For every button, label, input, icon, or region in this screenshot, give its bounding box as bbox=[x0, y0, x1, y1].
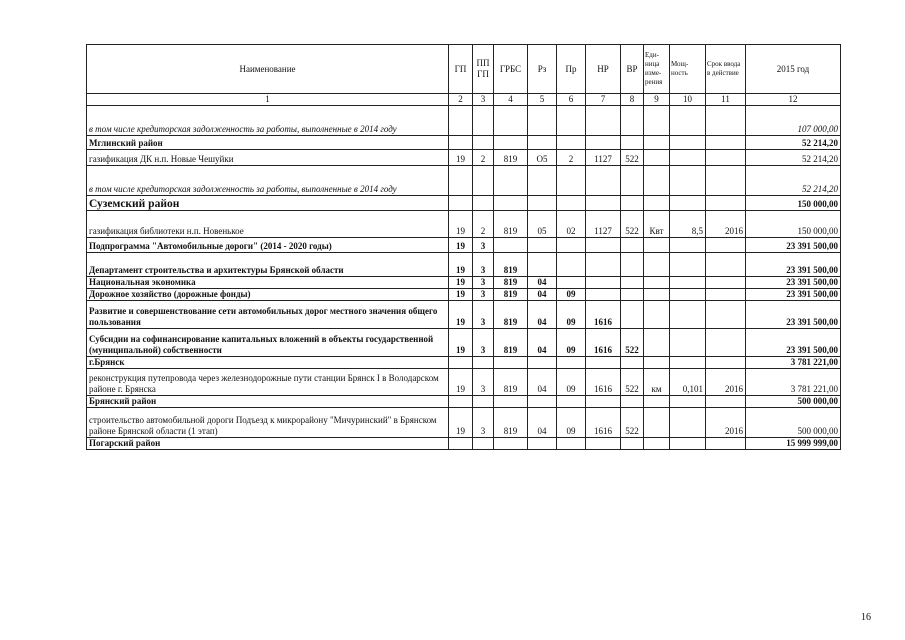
row-name: Дорожное хозяйство (дорожные фонды) bbox=[87, 289, 449, 301]
row-unit bbox=[644, 357, 670, 369]
table-row bbox=[87, 438, 841, 450]
col-number: 1 bbox=[87, 94, 449, 106]
row-unit bbox=[644, 238, 670, 253]
row-nr bbox=[586, 196, 621, 211]
row-rz bbox=[528, 238, 557, 253]
row-gp: 19 bbox=[449, 238, 473, 253]
row-name: строительство автомобильной дороги Подъезд к микрорайону "Мичуринский" в Брянском районе Брянской области (1 этап) bbox=[87, 408, 449, 438]
row-grbs: 819 bbox=[494, 301, 528, 329]
row-term bbox=[706, 329, 746, 357]
row-power bbox=[670, 408, 706, 438]
row-pr: 09 bbox=[557, 369, 586, 396]
row-vr bbox=[621, 196, 644, 211]
row-term: 2016 bbox=[706, 211, 746, 238]
row-gp: 19 bbox=[449, 301, 473, 329]
row-amount: 107 000,00 bbox=[746, 106, 841, 136]
col-number: 12 bbox=[746, 94, 841, 106]
row-amount: 52 214,20 bbox=[746, 166, 841, 196]
row-nr bbox=[586, 289, 621, 301]
row-vr bbox=[621, 106, 644, 136]
row-grbs bbox=[494, 106, 528, 136]
column-number-row bbox=[87, 94, 841, 106]
row-name: Суземский район bbox=[87, 196, 449, 211]
row-nr bbox=[586, 136, 621, 150]
row-power bbox=[670, 166, 706, 196]
col-header-pr: Пр bbox=[557, 45, 586, 94]
row-gp: 19 bbox=[449, 277, 473, 289]
row-power bbox=[670, 357, 706, 369]
row-name: газификация ДК н.п. Новые Чешуйки bbox=[87, 150, 449, 166]
row-ppgp bbox=[473, 396, 494, 408]
row-amount: 500 000,00 bbox=[746, 408, 841, 438]
row-gp bbox=[449, 106, 473, 136]
row-power bbox=[670, 106, 706, 136]
row-pr bbox=[557, 396, 586, 408]
col-number: 3 bbox=[473, 94, 494, 106]
row-amount: 23 391 500,00 bbox=[746, 289, 841, 301]
row-rz bbox=[528, 396, 557, 408]
row-gp bbox=[449, 357, 473, 369]
row-unit bbox=[644, 106, 670, 136]
row-power bbox=[670, 277, 706, 289]
row-unit bbox=[644, 408, 670, 438]
col-number: 5 bbox=[528, 94, 557, 106]
row-term bbox=[706, 166, 746, 196]
row-ppgp bbox=[473, 438, 494, 450]
row-term bbox=[706, 289, 746, 301]
row-term bbox=[706, 301, 746, 329]
row-pr: 09 bbox=[557, 408, 586, 438]
row-vr bbox=[621, 238, 644, 253]
row-name: Департамент строительства и архитектуры Брянской области bbox=[87, 253, 449, 277]
row-rz bbox=[528, 253, 557, 277]
row-nr: 1616 bbox=[586, 369, 621, 396]
row-gp: 19 bbox=[449, 211, 473, 238]
table-row bbox=[87, 277, 841, 289]
row-unit bbox=[644, 150, 670, 166]
row-name: Подпрограмма "Автомобильные дороги" (2014 - 2020 годы) bbox=[87, 238, 449, 253]
row-term bbox=[706, 106, 746, 136]
row-power: 8,5 bbox=[670, 211, 706, 238]
row-power bbox=[670, 438, 706, 450]
row-term bbox=[706, 396, 746, 408]
row-pr bbox=[557, 238, 586, 253]
col-number: 11 bbox=[706, 94, 746, 106]
row-rz bbox=[528, 438, 557, 450]
row-pr: 09 bbox=[557, 329, 586, 357]
table-row bbox=[87, 369, 841, 396]
row-ppgp: 2 bbox=[473, 211, 494, 238]
col-header-power: Мощ- ность bbox=[670, 45, 706, 94]
row-nr: 1616 bbox=[586, 301, 621, 329]
row-unit bbox=[644, 196, 670, 211]
row-name: в том числе кредиторская задолженность за работы, выполненные в 2014 году bbox=[87, 106, 449, 136]
row-nr bbox=[586, 396, 621, 408]
row-amount: 150 000,00 bbox=[746, 211, 841, 238]
row-amount: 150 000,00 bbox=[746, 196, 841, 211]
row-power bbox=[670, 238, 706, 253]
row-vr bbox=[621, 277, 644, 289]
row-amount: 3 781 221,00 bbox=[746, 369, 841, 396]
row-amount: 23 391 500,00 bbox=[746, 329, 841, 357]
row-vr: 522 bbox=[621, 408, 644, 438]
row-unit: км bbox=[644, 369, 670, 396]
row-nr bbox=[586, 277, 621, 289]
col-header-rz: Рз bbox=[528, 45, 557, 94]
row-pr: 02 bbox=[557, 211, 586, 238]
row-nr: 1616 bbox=[586, 408, 621, 438]
row-ppgp: 3 bbox=[473, 253, 494, 277]
row-amount: 23 391 500,00 bbox=[746, 277, 841, 289]
row-term bbox=[706, 277, 746, 289]
col-header-ppgp: ПП ГП bbox=[473, 45, 494, 94]
row-unit bbox=[644, 396, 670, 408]
row-nr: 1127 bbox=[586, 150, 621, 166]
row-gp: 19 bbox=[449, 408, 473, 438]
row-rz: 04 bbox=[528, 329, 557, 357]
row-vr: 522 bbox=[621, 329, 644, 357]
row-rz bbox=[528, 166, 557, 196]
row-pr bbox=[557, 136, 586, 150]
row-power bbox=[670, 289, 706, 301]
row-ppgp bbox=[473, 357, 494, 369]
row-grbs: 819 bbox=[494, 289, 528, 301]
row-power: 0,101 bbox=[670, 369, 706, 396]
row-gp: 19 bbox=[449, 329, 473, 357]
row-grbs bbox=[494, 166, 528, 196]
table-row bbox=[87, 211, 841, 238]
row-pr bbox=[557, 357, 586, 369]
row-amount: 23 391 500,00 bbox=[746, 253, 841, 277]
col-header-term: Срок ввода в действие bbox=[706, 45, 746, 94]
row-amount: 52 214,20 bbox=[746, 136, 841, 150]
row-unit bbox=[644, 136, 670, 150]
row-pr: 2 bbox=[557, 150, 586, 166]
row-name: Мглинский район bbox=[87, 136, 449, 150]
row-ppgp: 3 bbox=[473, 369, 494, 396]
row-unit bbox=[644, 301, 670, 329]
row-grbs: 819 bbox=[494, 329, 528, 357]
row-gp: 19 bbox=[449, 289, 473, 301]
row-ppgp bbox=[473, 106, 494, 136]
col-number: 8 bbox=[621, 94, 644, 106]
row-power bbox=[670, 396, 706, 408]
row-rz: 05 bbox=[528, 211, 557, 238]
table-row bbox=[87, 301, 841, 329]
row-grbs bbox=[494, 357, 528, 369]
row-power bbox=[670, 196, 706, 211]
row-nr bbox=[586, 106, 621, 136]
row-power bbox=[670, 136, 706, 150]
row-gp: 19 bbox=[449, 253, 473, 277]
row-gp: 19 bbox=[449, 150, 473, 166]
row-vr: 522 bbox=[621, 211, 644, 238]
row-rz: 04 bbox=[528, 408, 557, 438]
row-rz bbox=[528, 357, 557, 369]
table-row bbox=[87, 196, 841, 211]
row-name: в том числе кредиторская задолженность за работы, выполненные в 2014 году bbox=[87, 166, 449, 196]
col-number: 10 bbox=[670, 94, 706, 106]
row-vr bbox=[621, 396, 644, 408]
row-pr: 09 bbox=[557, 289, 586, 301]
row-term: 2016 bbox=[706, 408, 746, 438]
row-rz: 04 bbox=[528, 277, 557, 289]
row-term: 2016 bbox=[706, 369, 746, 396]
page-number: 16 bbox=[861, 612, 871, 623]
col-header-name: Наименование bbox=[87, 45, 449, 94]
row-nr bbox=[586, 238, 621, 253]
row-nr bbox=[586, 438, 621, 450]
col-header-nr: НР bbox=[586, 45, 621, 94]
table-row bbox=[87, 136, 841, 150]
header-row bbox=[87, 45, 841, 94]
budget-table bbox=[86, 44, 841, 450]
row-rz: О5 bbox=[528, 150, 557, 166]
row-grbs bbox=[494, 396, 528, 408]
row-ppgp: 3 bbox=[473, 329, 494, 357]
row-gp bbox=[449, 136, 473, 150]
row-rz bbox=[528, 136, 557, 150]
row-amount: 500 000,00 bbox=[746, 396, 841, 408]
table-row bbox=[87, 408, 841, 438]
row-term bbox=[706, 196, 746, 211]
row-term bbox=[706, 357, 746, 369]
row-power bbox=[670, 253, 706, 277]
row-name: Субсидии на софинансирование капитальных вложений в объекты государственной (муниципальной) собственности bbox=[87, 329, 449, 357]
row-amount: 3 781 221,00 bbox=[746, 357, 841, 369]
row-term bbox=[706, 238, 746, 253]
row-term bbox=[706, 150, 746, 166]
row-grbs: 819 bbox=[494, 150, 528, 166]
row-name: г.Брянск bbox=[87, 357, 449, 369]
row-unit: Квт bbox=[644, 211, 670, 238]
row-grbs: 819 bbox=[494, 211, 528, 238]
row-ppgp: 2 bbox=[473, 150, 494, 166]
row-amount: 23 391 500,00 bbox=[746, 301, 841, 329]
row-ppgp: 3 bbox=[473, 301, 494, 329]
row-vr bbox=[621, 357, 644, 369]
row-rz: 04 bbox=[528, 301, 557, 329]
row-unit bbox=[644, 253, 670, 277]
table-row bbox=[87, 396, 841, 408]
row-nr bbox=[586, 166, 621, 196]
table-row bbox=[87, 106, 841, 136]
table-row bbox=[87, 253, 841, 277]
row-gp bbox=[449, 438, 473, 450]
row-unit bbox=[644, 166, 670, 196]
row-term bbox=[706, 438, 746, 450]
col-number: 9 bbox=[644, 94, 670, 106]
row-grbs bbox=[494, 196, 528, 211]
row-grbs: 819 bbox=[494, 277, 528, 289]
row-vr bbox=[621, 301, 644, 329]
col-header-vr: ВР bbox=[621, 45, 644, 94]
row-vr: 522 bbox=[621, 369, 644, 396]
row-amount: 23 391 500,00 bbox=[746, 238, 841, 253]
row-nr bbox=[586, 253, 621, 277]
row-name: Погарский район bbox=[87, 438, 449, 450]
row-vr bbox=[621, 166, 644, 196]
col-number: 4 bbox=[494, 94, 528, 106]
col-header-grbs: ГРБС bbox=[494, 45, 528, 94]
row-power bbox=[670, 301, 706, 329]
col-number: 7 bbox=[586, 94, 621, 106]
row-gp bbox=[449, 196, 473, 211]
row-pr bbox=[557, 106, 586, 136]
row-power bbox=[670, 329, 706, 357]
table-row bbox=[87, 150, 841, 166]
row-rz: 04 bbox=[528, 289, 557, 301]
row-nr: 1127 bbox=[586, 211, 621, 238]
row-unit bbox=[644, 277, 670, 289]
col-header-unit: Еди- ница изме- рения bbox=[644, 45, 670, 94]
row-name: Национальная экономика bbox=[87, 277, 449, 289]
row-ppgp bbox=[473, 196, 494, 211]
table-row bbox=[87, 329, 841, 357]
col-header-year: 2015 год bbox=[746, 45, 841, 94]
row-amount: 15 999 999,00 bbox=[746, 438, 841, 450]
row-vr: 522 bbox=[621, 150, 644, 166]
row-nr bbox=[586, 357, 621, 369]
row-pr bbox=[557, 166, 586, 196]
row-ppgp: 3 bbox=[473, 277, 494, 289]
table-row bbox=[87, 289, 841, 301]
row-grbs bbox=[494, 438, 528, 450]
row-vr bbox=[621, 438, 644, 450]
row-pr bbox=[557, 196, 586, 211]
row-term bbox=[706, 136, 746, 150]
col-number: 6 bbox=[557, 94, 586, 106]
row-rz bbox=[528, 106, 557, 136]
col-number: 2 bbox=[449, 94, 473, 106]
row-gp bbox=[449, 166, 473, 196]
row-ppgp bbox=[473, 136, 494, 150]
row-gp: 19 bbox=[449, 369, 473, 396]
row-name: реконструкция путепровода через железнодорожные пути станции Брянск I в Володарском районе г. Брянска bbox=[87, 369, 449, 396]
table-row bbox=[87, 238, 841, 253]
row-amount: 52 214,20 bbox=[746, 150, 841, 166]
col-header-gp: ГП bbox=[449, 45, 473, 94]
row-grbs: 819 bbox=[494, 253, 528, 277]
row-vr bbox=[621, 289, 644, 301]
row-name: газификация библиотеки н.п. Новенькое bbox=[87, 211, 449, 238]
row-ppgp: 3 bbox=[473, 408, 494, 438]
row-nr: 1616 bbox=[586, 329, 621, 357]
row-vr bbox=[621, 136, 644, 150]
row-unit bbox=[644, 329, 670, 357]
row-pr: 09 bbox=[557, 301, 586, 329]
table-row bbox=[87, 357, 841, 369]
row-power bbox=[670, 150, 706, 166]
row-unit bbox=[644, 438, 670, 450]
table-row bbox=[87, 166, 841, 196]
row-pr bbox=[557, 438, 586, 450]
row-vr bbox=[621, 253, 644, 277]
row-name: Брянский район bbox=[87, 396, 449, 408]
row-grbs bbox=[494, 238, 528, 253]
row-term bbox=[706, 253, 746, 277]
row-pr bbox=[557, 253, 586, 277]
row-ppgp bbox=[473, 166, 494, 196]
row-unit bbox=[644, 289, 670, 301]
row-rz bbox=[528, 196, 557, 211]
row-name: Развитие и совершенствование сети автомобильных дорог местного значения общего пользования bbox=[87, 301, 449, 329]
row-grbs: 819 bbox=[494, 408, 528, 438]
row-rz: 04 bbox=[528, 369, 557, 396]
row-gp bbox=[449, 396, 473, 408]
row-grbs: 819 bbox=[494, 369, 528, 396]
row-ppgp: 3 bbox=[473, 289, 494, 301]
row-pr bbox=[557, 277, 586, 289]
row-grbs bbox=[494, 136, 528, 150]
row-ppgp: 3 bbox=[473, 238, 494, 253]
